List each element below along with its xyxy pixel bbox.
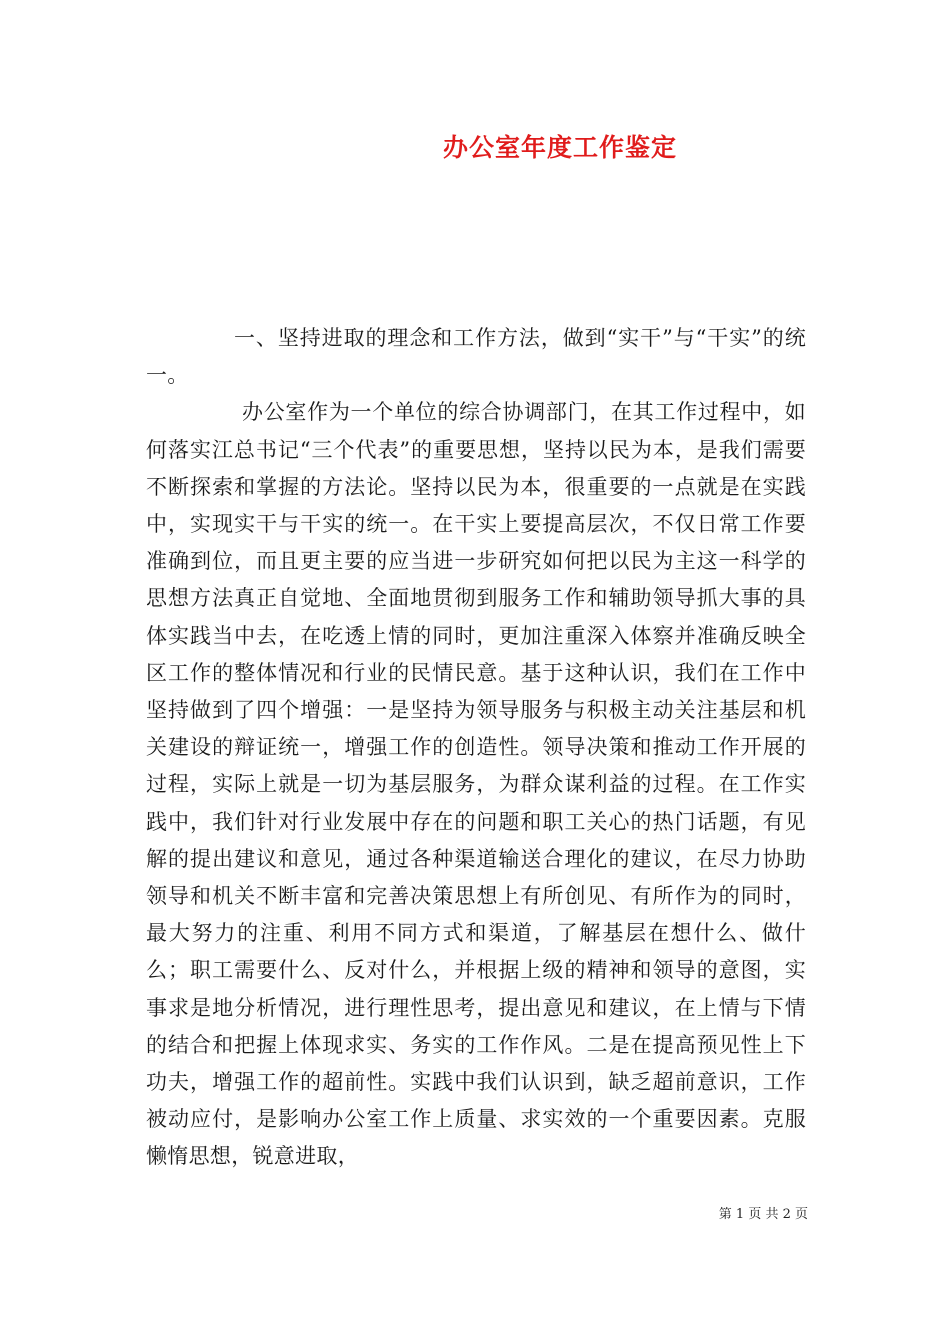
document-body xyxy=(146,320,806,1176)
document-title: 办公室年度工作鉴定 xyxy=(442,133,677,162)
body-paragraph: 办公室作为一个单位的综合协调部门，在其工作过程中，如何落实江总书记“三个代表”的重要思想，坚持以民为本，是我们需要不断探索和掌握的方法论。坚持以民为本，很重要的一点就是在实践中，实现实干与干实的统一。在干实上要提高层次，不仅日常工作要准确到位，而且更主要的应当进一步研究如何把以民为主这一科学的思想方法真正自觉地、全面地贯彻到服务工作和辅助领导抓大事的具体实践当中去，在吃透上情的同时，更加注重深入体察并准确反映全区工作的整体情况和行业的民情民意。基于这种认识，我们在工作中坚持做到了四个增强：一是坚持为领导服务与积极主动关注基层和机关建设的辩证统一，增强工作的创造性。领导决策和推动工作开展的过程，实际上就是一切为基层服务，为群众谋利益的过程。在工作实践中，我们针对行业发展中存在的问题和职工关心的热门话题，有见解的提出建议和意见，通过各种渠道输送合理化的建议，在尽力协助领导和机关不断丰富和完善决策思想上有所创见、有所作为的同时，最大努力的注重、利用不同方式和渠道，了解基层在想什么、做什么；职工需要什么、反对什么，并根据上级的精神和领导的意图，实事求是地分析情况，进行理性思考，提出意见和建议，在上情与下情的结合和把握上体现求实、务实的工作作风。二是在提高预见性上下功夫，增强工作的超前性。实践中我们认识到，缺乏超前意识，工作被动应付，是影响办公室工作上质量、求实效的一个重要因素。克服懒惰思想，锐意进取， xyxy=(146,400,806,1169)
page-number-footer: 第 1 页 共 2 页 xyxy=(718,1207,808,1222)
section-heading-paragraph: 一、坚持进取的理念和工作方法，做到“实干”与“干实”的统一。 xyxy=(146,326,806,388)
